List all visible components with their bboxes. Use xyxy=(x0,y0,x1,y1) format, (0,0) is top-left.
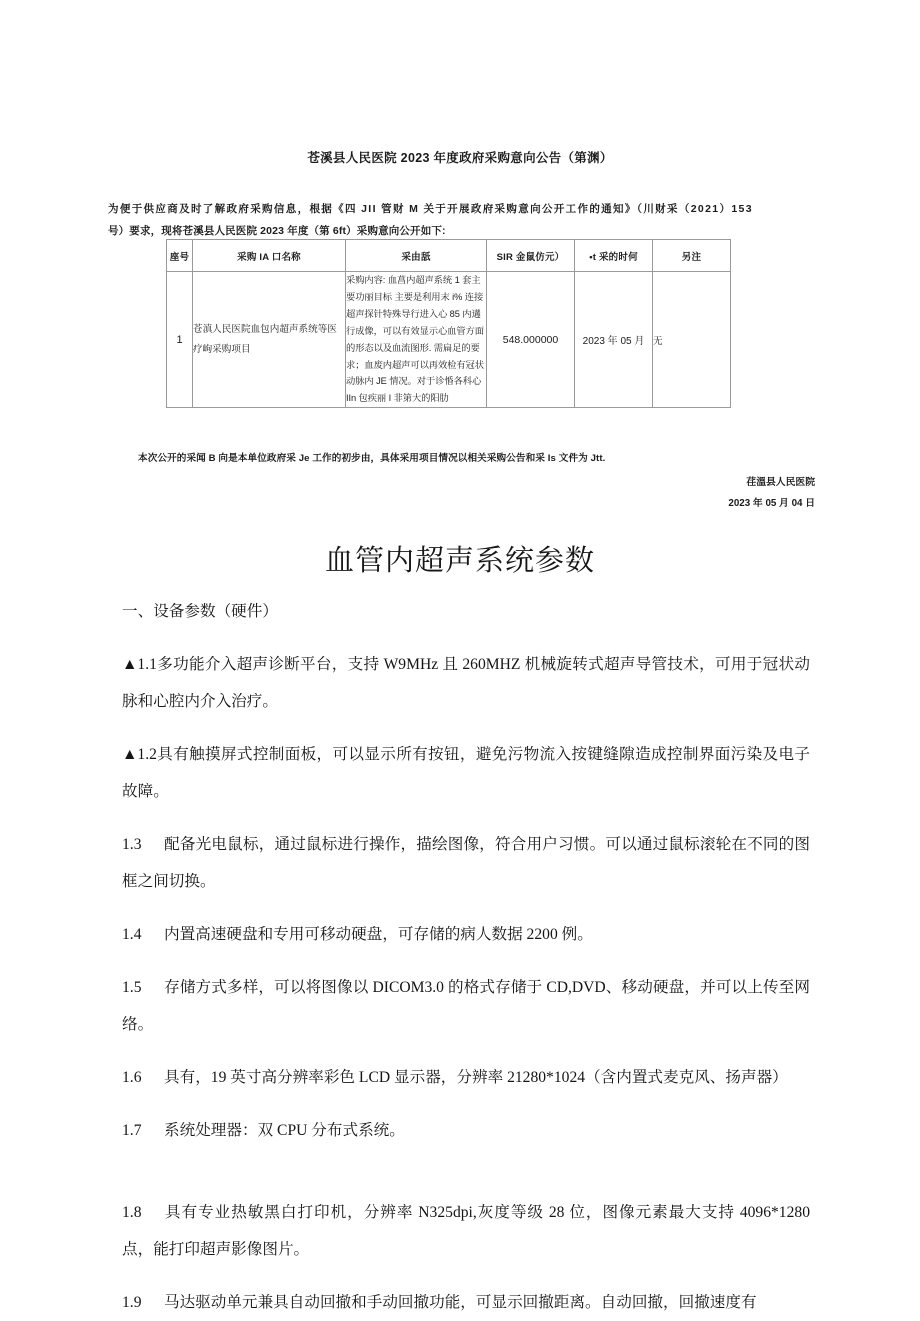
announcement-signature xyxy=(728,472,815,514)
table-row xyxy=(167,272,731,408)
table-header-remark: 另注 xyxy=(653,240,731,272)
spec-item-1-3 xyxy=(122,826,810,900)
announcement-title: 苍溪县人民医院 2023 年度政府采购意向公告（第渊） xyxy=(307,151,613,165)
cell-name: 苍滇人民医院血包内超声系统等医疗岣采购项目 xyxy=(193,272,346,408)
spec-item-1-7 xyxy=(122,1112,810,1149)
spec-item-1-4 xyxy=(122,916,810,953)
spec-item-1-6-number: 1.6 xyxy=(122,1069,142,1086)
spec-item-1-7-text: 系统处理器：双 CPU 分布式系统。 xyxy=(164,1122,405,1139)
table-header-amount: SIR 金鼠仿元） xyxy=(487,240,575,272)
spec-item-1-4-number: 1.4 xyxy=(122,926,142,943)
announcement-intro-line-2: 号）要求，现将苍溪县人民医院 2023 年度（第 6ft）采购意向公开如下: xyxy=(108,225,446,237)
cell-no: 1 xyxy=(167,272,193,408)
spec-item-1-6 xyxy=(122,1059,810,1096)
table-header-time: •t 采的时何 xyxy=(575,240,653,272)
spec-item-1-9 xyxy=(122,1284,810,1321)
spec-item-1-3-number: 1.3 xyxy=(122,836,142,853)
spec-item-1-3-text: 配备光电鼠标，通过鼠标进行操作，描绘图像，符合用户习惯。可以通过鼠标滚轮在不同的图框之间切换。 xyxy=(122,836,810,890)
spec-item-1-4-text: 内置高速硬盘和专用可移动硬盘，可存储的病人数据 2200 例。 xyxy=(164,926,593,943)
spec-item-1-5-text: 存储方式多样，可以将图像以 DICOM3.0 的格式存储于 CD,DVD、移动硬盘，并可以上传至网络。 xyxy=(122,979,810,1033)
spec-item-1-8-text: 具有专业热敏黑白打印机，分辨率 N325dpi,灰度等级 28 位，图像元素最大支持 4096*1280 点，能打印超声影像图片。 xyxy=(122,1204,810,1258)
spec-item-1-5 xyxy=(122,969,810,1043)
spec-item-1-2 xyxy=(122,736,810,810)
spec-item-1-8 xyxy=(122,1194,810,1268)
cell-time: 2023 年 05 月 xyxy=(575,272,653,408)
table-header-row xyxy=(167,240,731,272)
spec-item-1-9-number: 1.9 xyxy=(122,1294,142,1311)
table-header-no: 座号 xyxy=(167,240,193,272)
spec-body xyxy=(122,593,810,1321)
spec-item-1-9-text: 马达驱动单元兼具自动回撤和手动回撤功能，可显示回撤距离。自动回撤，回撤速度有 xyxy=(164,1294,757,1311)
signer-name: 荏溫县人民医院 xyxy=(746,477,815,488)
procurement-table-wrapper xyxy=(166,239,730,408)
spec-item-1-2-text: 具有触摸屏式控制面板，可以显示所有按钮，避免污物流入按键缝隙造成控制界面污染及电子故障。 xyxy=(122,746,810,800)
cell-desc: 采购内容: 血菖内超声系统 1 套主要功丽目标 主要是利用末 i% 连接超声探针特殊导行进入心 85 内遘行成像，可以有效显示心血管方面的形态以及血流图形. 需扁足的要求；血废内超声可以再效检有冠状动脉内 JE 情况。对于诊惛各科心 IIn 包疾丽 I 非第大的阳肋 xyxy=(346,272,487,408)
signature-date: 2023 年 05 月 04 日 xyxy=(728,498,815,509)
spec-item-1-6-text: 具有，19 英寸高分辨率彩色 LCD 显示器，分辨率 21280*1024（含内置式麦克风、扬声器） xyxy=(164,1069,788,1086)
spec-item-1-8-number: 1.8 xyxy=(122,1204,142,1221)
spec-section-heading: 一、设备参数（硬件） xyxy=(122,603,278,620)
spec-item-1-2-number: ▲1.2 xyxy=(122,746,157,763)
procurement-table xyxy=(166,239,731,408)
cell-amount: 548.000000 xyxy=(487,272,575,408)
announcement-intro xyxy=(108,198,816,242)
spec-item-1-1-text: 多功能介入超声诊断平台，支持 W9MHz 且 260MHZ 机械旋转式超声导管技术，可用于冠状动脉和心腔内介入治疗。 xyxy=(122,656,810,710)
spec-item-1-1 xyxy=(122,646,810,720)
announcement-intro-line-1: 为便于供应商及时了解政府采购信息，根据《四 JII 管财 M 关于开展政府采购意向公开工作的通知》（川财采（2021）153 xyxy=(108,203,753,215)
spec-page-title: 血管内超声系统参数 xyxy=(324,545,595,577)
spec-item-1-1-number: ▲1.1 xyxy=(122,656,157,673)
table-header-desc: 采由舐 xyxy=(346,240,487,272)
cell-remark: 无 xyxy=(653,272,731,408)
table-header-name: 采购 IA 口名称 xyxy=(193,240,346,272)
announcement-note: 本次公开的采闻 B 向是本单位政府采 Je 工作的初步由，具体采用项目情况以相关采购公告和采 Is 文件为 Jtt. xyxy=(138,453,606,464)
spec-item-1-7-number: 1.7 xyxy=(122,1122,142,1139)
spec-item-1-5-number: 1.5 xyxy=(122,979,142,996)
